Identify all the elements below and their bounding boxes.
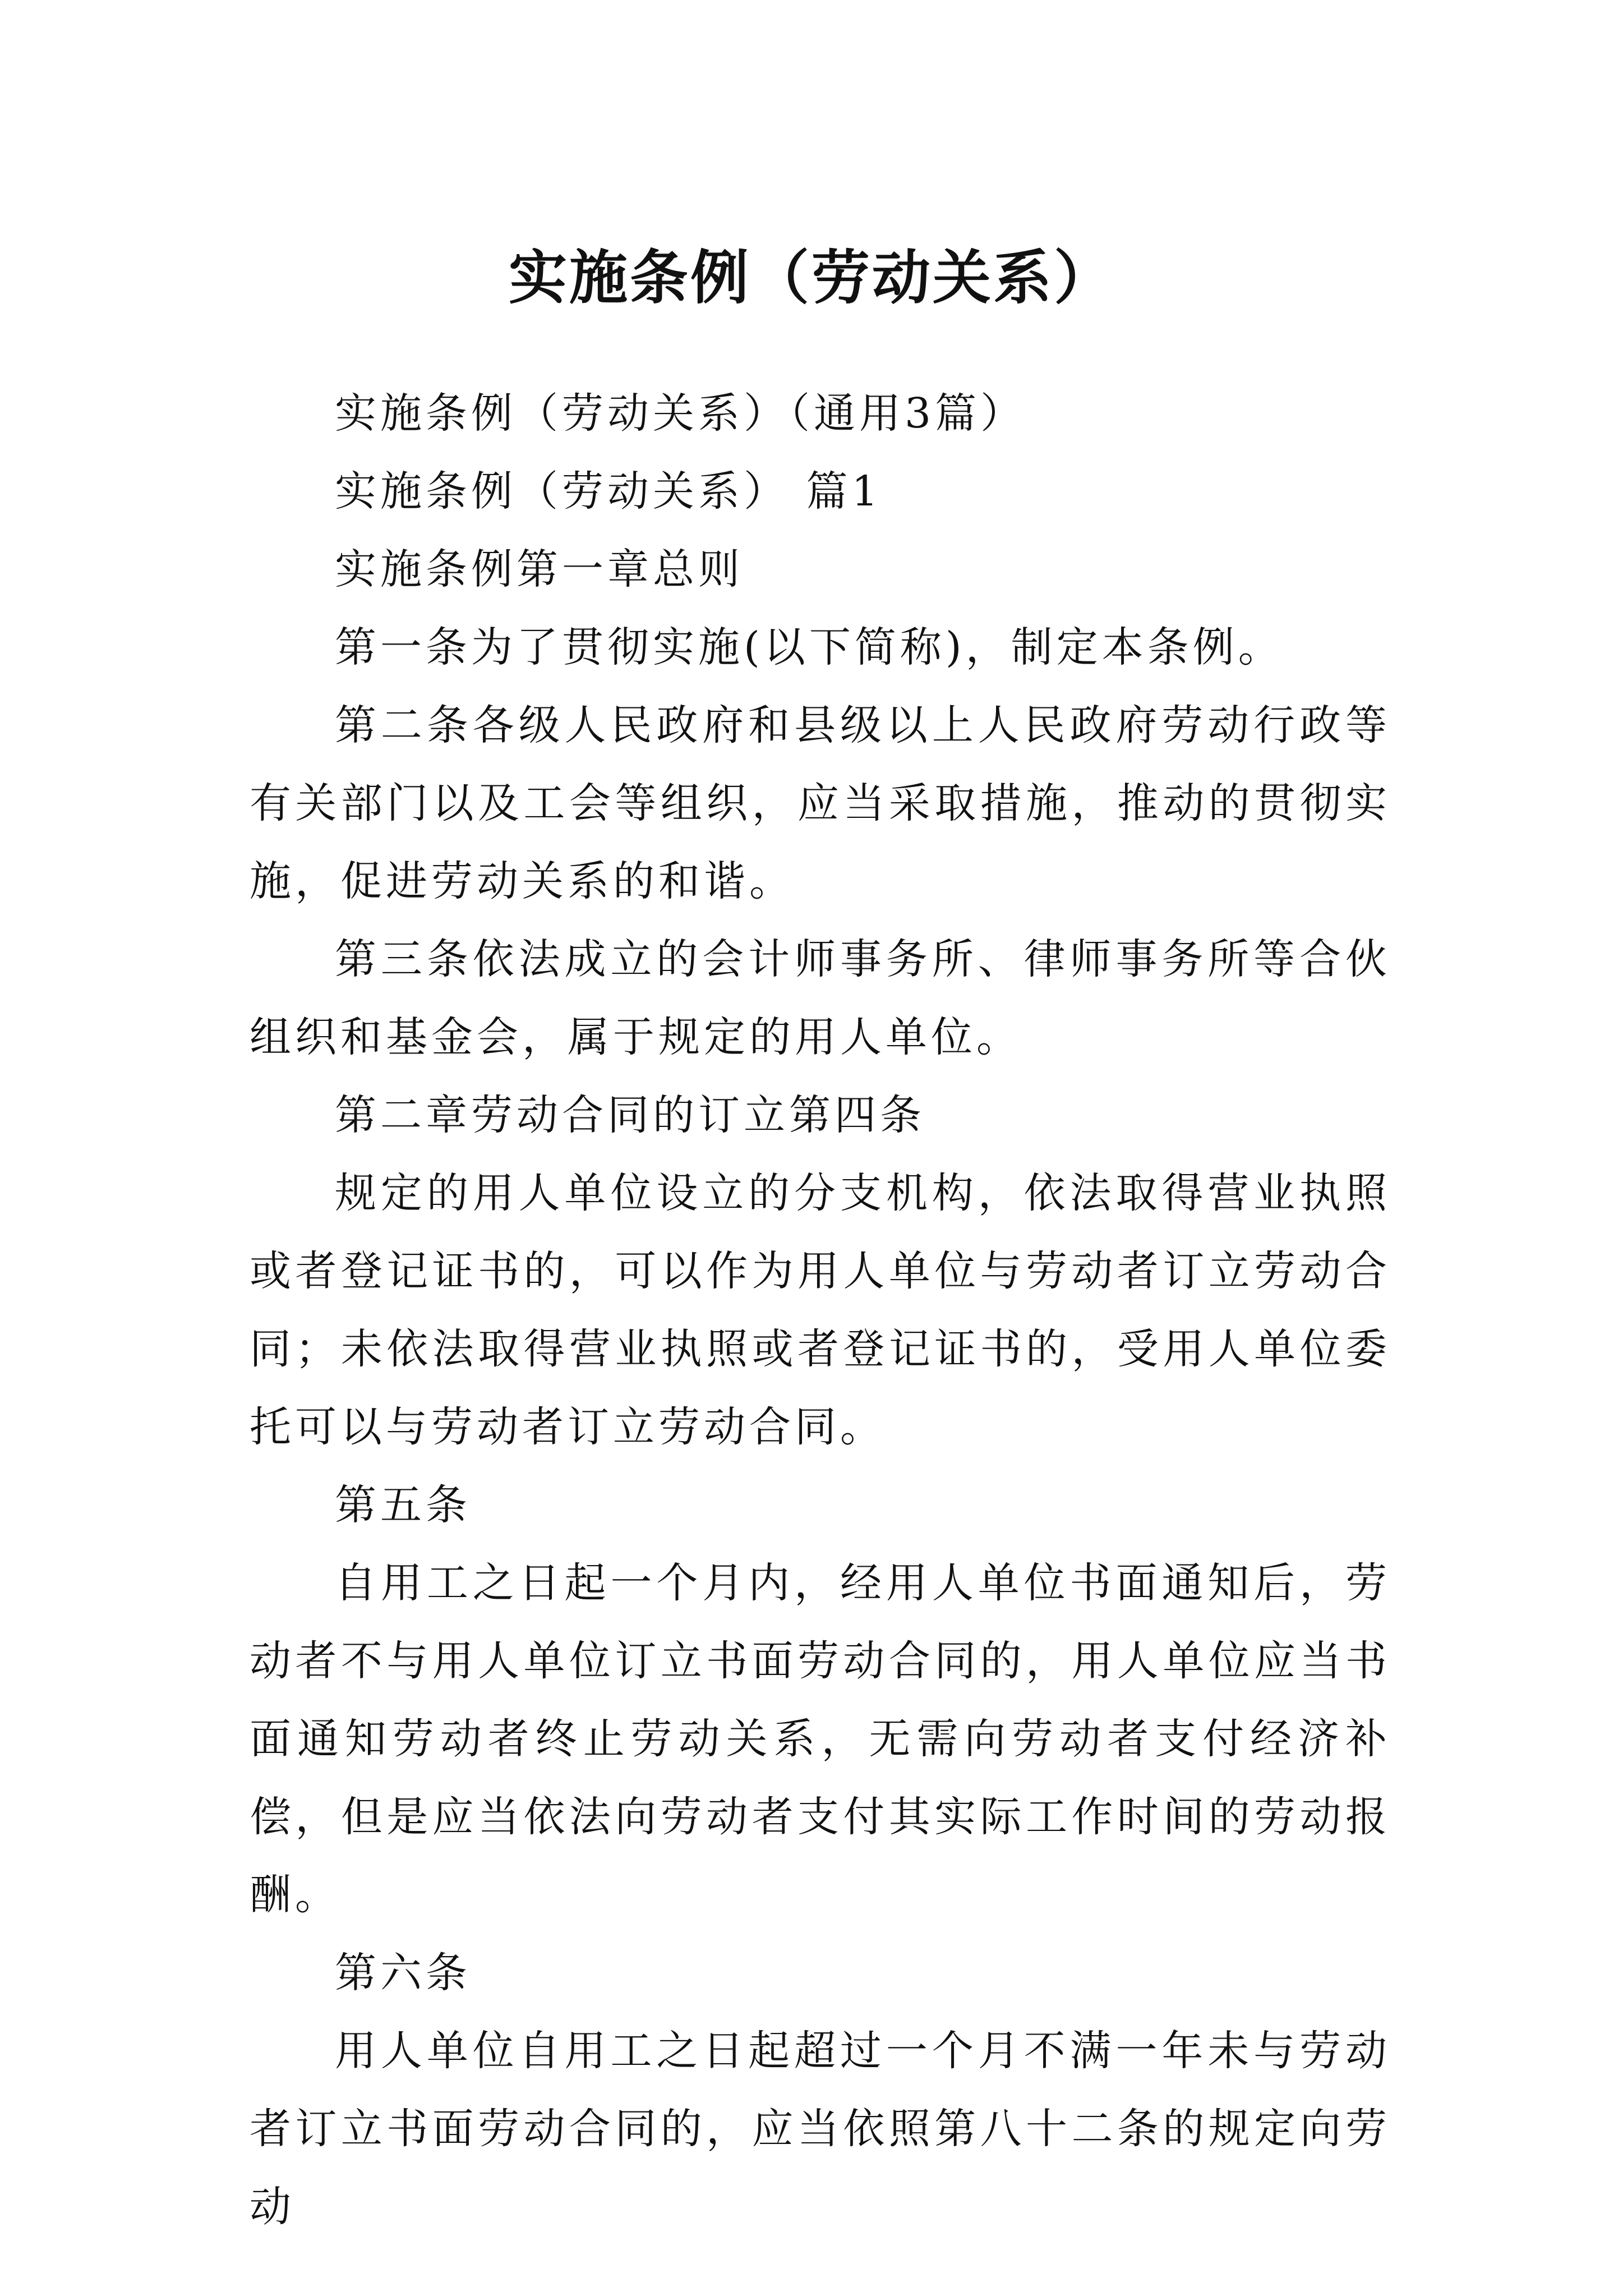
paragraph-article-5: 自用工之日起一个月内，经用人单位书面通知后，劳动者不与用人单位订立书面劳动合同的，用人单位应当书面通知劳动者终止劳动关系，无需向劳动者支付经济补偿，但是应当依法向劳动者支付其实际工作时间的劳动报酬。: [250, 1559, 1391, 1919]
paragraph-article-6: 用人单位自用工之日起超过一个月不满一年未与劳动者订立书面劳动合同的，应当依照第八十二条的规定向劳动: [250, 2027, 1391, 2231]
paragraph-article-3: 第三条依法成立的会计师事务所、律师事务所等合伙组织和基金会，属于规定的用人单位。: [250, 935, 1391, 1061]
paragraph-article-1: 第一条为了贯彻实施(以下简称)，制定本条例。: [335, 623, 1284, 671]
paragraph-article-5-heading: 第五条: [335, 1481, 471, 1529]
paragraph-chapter-2-heading: 第二章劳动合同的订立第四条: [335, 1091, 925, 1139]
paragraph-chapter-1-heading: 实施条例第一章总则: [335, 545, 744, 593]
paragraph-part-heading: 实施条例（劳动关系） 篇1: [335, 467, 882, 516]
paragraph-article-4: 规定的用人单位设立的分支机构，依法取得营业执照或者登记证书的，可以作为用人单位与劳动者订立劳动合同；未依法取得营业执照或者登记证书的，受用人单位委托可以与劳动者订立劳动合同。: [250, 1169, 1391, 1451]
document-title: 实施条例（劳动关系）: [508, 242, 1114, 312]
paragraph-subtitle: 实施条例（劳动关系）（通用3篇）: [335, 389, 1026, 438]
document-body: [250, 375, 1391, 2246]
paragraph-article-2: 第二条各级人民政府和县级以上人民政府劳动行政等有关部门以及工会等组织，应当采取措施，推动的贯彻实施，促进劳动关系的和谐。: [250, 701, 1391, 905]
paragraph-article-6-heading: 第六条: [335, 1949, 471, 1997]
